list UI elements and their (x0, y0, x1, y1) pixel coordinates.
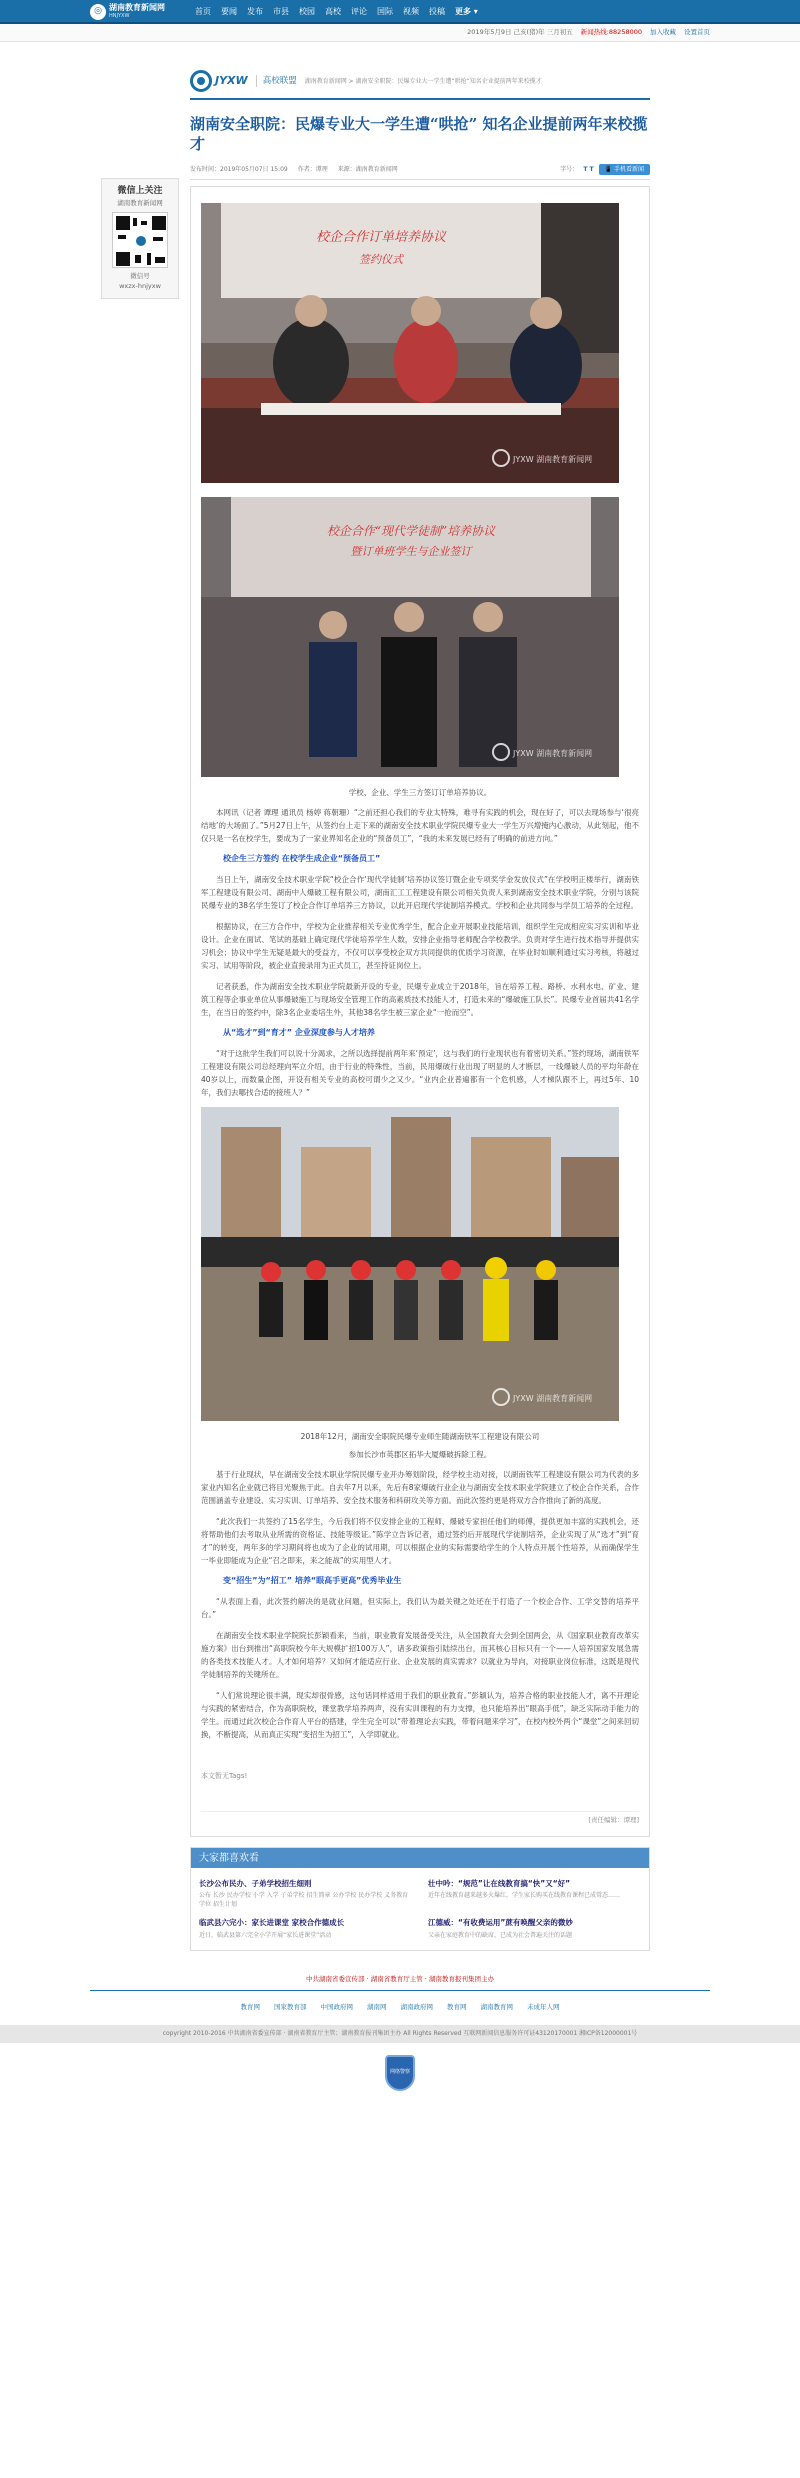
svg-text:JYXW 湖南教育新闻网: JYXW 湖南教育新闻网 (513, 455, 593, 464)
photo-caption-2: 2018年12月，湖南安全职院民爆专业师生随湖南铁军工程建设有限公司 (300, 1432, 540, 1442)
nav-item-comment[interactable]: 评论 (351, 7, 367, 16)
footer-copyright: copyright 2010-2016 中共湖南省委宣传部 · 湖南省教育厅主管；湖南教育报刊集团主办 All Rights Reserved 互联网新闻信息服务许可证43120170001 湘ICP备12000001号 (0, 2025, 800, 2043)
tags-note: 本文暂无Tags! (201, 1771, 248, 1780)
photo-signing-ceremony (201, 203, 619, 483)
add-favorite-link[interactable]: 加入收藏 (650, 28, 676, 37)
popular-item-desc: 公布 长沙 民办学校 小学 入学 子弟学校 招生简章 公办学校 民办学校 义务教育 学位 招生计划 (199, 1892, 409, 1909)
paragraph: “人们常说理论很丰满，现实却很骨感，这句话同样适用于我们的职业教育。”彭颖认为，培养合格的职业技能人才，离不开理论与实践的紧密结合，作为高职院校，课堂教学培养两声，没有实训课程的有力支撑，也只能培养出“眼高手低”，缺乏实际动手能力的学生。而通过此次校企合作育人平台的搭建，学生完全可以“带着理论去实践，带着问题来学习”，在校内校外两个“课堂”之间来回切换，不断提高，从而真正实现“变招生为招工”，入学即就业。 (201, 1690, 639, 1739)
footer-link[interactable]: 湖南教育网 (480, 2003, 513, 2012)
svg-text:JYXW 湖南教育新闻网: JYXW 湖南教育新闻网 (513, 1394, 593, 1404)
wechat-follow-box (101, 178, 179, 299)
breadcrumb (190, 64, 650, 100)
article-body (190, 186, 650, 1837)
nav-item-home[interactable]: 首页 (195, 7, 211, 16)
police-badge-icon[interactable]: 网络警察 (385, 2055, 415, 2091)
popular-item-title[interactable]: 长沙公布民办、子弟学校招生细则 (199, 1879, 312, 1888)
popular-item[interactable] (428, 1878, 641, 1909)
sub-bar (0, 24, 800, 42)
popular-item[interactable] (199, 1917, 412, 1939)
article-meta (190, 164, 650, 180)
logo-title: 湖南教育新闻网 (109, 2, 165, 12)
breadcrumb-path[interactable]: 湖南教育新闻网 > 湖南安全职院：民爆专业大一学生遭“哄抢”知名企业提前两年来校揽才 (304, 77, 542, 85)
nav-item-intl[interactable]: 国际 (377, 7, 393, 16)
wechat-id-label: 微信号 (130, 272, 150, 281)
banner2-line2: 暨订单班学生与企业签订 (350, 545, 472, 558)
popular-item-desc: 近日，临武县第六完全小学开展“家长进课堂”活动 (199, 1931, 332, 1939)
popular-section (190, 1847, 650, 1951)
logo-mark-icon: ◎ (90, 4, 106, 20)
section-heading: 校企生三方签约 在校学生成企业“预备员工” (223, 854, 381, 864)
site-logo[interactable] (90, 0, 190, 24)
popular-heading: 大家都喜欢看 (191, 1848, 649, 1868)
popular-item-title[interactable]: 壮中吟：“规范”让在线教育搞“快”又“好” (428, 1879, 571, 1888)
photo-caption-1: 学校、企业、学生三方签订订单培养协议。 (348, 788, 492, 797)
wechat-follow-subtitle: 湖南教育新闻网 (117, 198, 163, 207)
paragraph: 本网讯（记者 谭理 通讯员 杨婷 蒋朝珊）“之前还担心我们的专业太特殊，难寻有实践的机会，现在好了，可以去现场参与‘很亮结地’的大场面了。”5月27日上午，从签约台上走下来的湖南安全技术职业学院民爆专业大一学生万兴增掩内心激动，从此刻起，他不仅只是一名在校学生，要成为了一家业界知名企业的“预备员工”，“我的未来发展已经有了明确的前进方向。” (201, 808, 639, 844)
paragraph: 当日上午，湖南安全技术职业学院“校企合作‘现代学徒制’培养协议签订暨企业专项奖学金发放仪式”在学校明正楼举行，湖南铁军工程建设有限公司、湖南中人爆破工程有限公司，湖南汇工工程建设有限公司相关负责人来到湖南安全技术职业学院，分别与该院民爆专业的38名学生签订了校企合作订单培养三方协议，以此开启现代学徒制培养模式。学校和企业共同参与学员工培养的全过程。 (201, 875, 639, 911)
popular-item-title[interactable]: 江德威：“有收费运用”蔗有唤醒父亲的微妙 (428, 1918, 573, 1928)
paragraph: 基于行业现状，早在湖南安全技术职业学院民爆专业开办筹划阶段，经学校主动对接，以湖南铁军工程建设有限公司为代表的多家业内知名企业就已将目光聚焦于此。自去年7月以来，先后有8家爆破行业企业与湖南安全技术职业学院建立了校企合作关系，合作范围涵盖专业建设、实习实训、订单培养、安全技术服务和科研攻关等方面。而此次签约更是将双方合作推向了新的高度。 (201, 1469, 639, 1505)
footer-sponsor: 中共湖南省委宣传部 · 湖南省教育厅主管 · 湖南教育报刊集团主办 (306, 1974, 494, 1983)
popular-item-desc: 父亲在家庭教育中的缺席，已成为社会普遍关注的话题 (428, 1931, 573, 1939)
photo-three-party-agreement (201, 497, 619, 777)
nav-item-college[interactable]: 高校 (325, 7, 341, 16)
footer-link[interactable]: 教育网 (240, 2003, 260, 2012)
paragraph: 根据协议，在三方合作中，学校为企业推荐相关专业优秀学生，配合企业开展职业技能培训，组织学生完成相应实习实训和毕业设计。企业在面试、笔试的基础上确定现代学徒培养学生人数，安排企业指导老师配合学校教学。负责对学生进行技术指导并提供实习机会；协议中学生无疑是最大的受益方，不仅可以享受校企双方共同提供的优质学习资源，在毕业时如顺利通过实习考核，将越过实习、试用等阶段，被企业直接录用为正式员工，甚至持证岗位上。 (201, 922, 639, 971)
footer-link[interactable]: 中国政府网 (320, 2003, 353, 2012)
wechat-id: wxzx-hnjyxw (119, 282, 161, 290)
section-heading: 变“招生”为“招工” 培养“眼高手更高”优秀毕业生 (223, 1575, 402, 1585)
section-heading: 从“选才”到“育才” 企业深度参与人才培养 (223, 1028, 375, 1038)
banner1-line1: 校企合作订单培养协议 (315, 230, 447, 245)
popular-item-title[interactable]: 临武县六完小：家长进课堂 家校合作德成长 (199, 1918, 345, 1928)
mobile-view-button[interactable]: 📱 手机看新闻 (599, 164, 650, 175)
jyxw-logo[interactable]: JYXW (190, 70, 248, 92)
paragraph: “从表面上看，此次签约解决的是就业问题，但实际上，我们认为最关键之处还在于打造了一个校企合作、工学交替的培养平台。” (201, 1596, 639, 1619)
footer-link[interactable]: 湖南网 (367, 2003, 387, 2012)
nav-item-city[interactable]: 市县 (273, 7, 289, 16)
nav-item-news[interactable]: 要闻 (221, 7, 237, 16)
banner2-line1: 校企合作“现代学徒制”培养协议 (326, 524, 496, 538)
paragraph: 在湖南安全技术职业学院院长彭颖看来，当前，职业教育发展备受关注，从全国教育大会到全国两会，从《国家职业教育改革实施方案》出台到推出“高职院校今年大规模扩招100万人”，诸多政策指引陆续出台，而其核心目标只有一个——人培养国家发展急需的各类技术技能人才。人才如何培养？又如何才能适应行业、企业发展的真实需求？以就业为导向，对接职业岗位标准，这既是现代学徒制培养的关键所在。 (201, 1630, 639, 1679)
footer-link[interactable]: 教育网 (447, 2003, 467, 2012)
top-nav-bar (0, 0, 800, 24)
source: 来源：湖南教育新闻网 (337, 166, 398, 173)
article (190, 114, 650, 1837)
nav-more-button[interactable]: 更多 ▾ (455, 7, 478, 16)
jyxw-ring-icon (190, 70, 212, 92)
nav-item-video[interactable]: 视频 (403, 7, 419, 16)
footer-link[interactable]: 湖南政府网 (400, 2003, 433, 2012)
popular-grid (191, 1868, 649, 1950)
publish-time: 发布时间：2019年05月07日 15:09 (190, 166, 288, 173)
responsible-editor: [责任编辑：谭理] (201, 1811, 639, 1826)
nav-item-submit[interactable]: 投稿 (429, 7, 445, 16)
popular-item[interactable] (428, 1917, 641, 1939)
paragraph: 记者获悉，作为湖南安全技术职业学院最新开设的专业，民爆专业成立于2018年，旨在培养工程、路桥、水利水电、矿业、建筑工程等企事业单位从事爆破施工与现场安全管理工作的高素质技术技能人才，打造未来的“爆破施工队长”。民爆专业首届共41名学生，在当日的签约中，除3名企业委培生外，其他38名学生被三家企业“一抢而空”。 (201, 982, 639, 1018)
author: 作者：谭理 (297, 166, 328, 173)
breadcrumb-section[interactable]: 高校联盟 (256, 75, 297, 88)
font-size-label: 字号： (560, 166, 579, 173)
paragraph: “此次我们一共签约了15名学生，今后我们将不仅安排企业的工程师、爆破专家担任他们的师傅，提供更加丰富的实践机会，还将帮助他们去考取从业所需的资格证、技能等级证。”陈学立告诉记者，通过签约后开展现代学徒制培养，企业实现了从“选才”到“育才”的转变，两年多的学习期间将也成为了企业的试用期，可以根据企业的实际需要给学生的个人特点开展个性培养，从而确保学生一毕业即能成为企业“召之即来，来之能战”的实用型人才。 (201, 1516, 639, 1565)
qr-code-icon (112, 212, 168, 268)
logo-subtitle: HNJYXW (109, 12, 130, 19)
nav-item-campus[interactable]: 校园 (299, 7, 315, 16)
popular-item[interactable] (199, 1878, 412, 1909)
footer-links (90, 1990, 710, 2025)
hotline: 新闻热线:88258000 (580, 28, 642, 37)
font-size-toggle[interactable]: T T (583, 166, 594, 173)
wechat-follow-title: 微信上关注 (117, 186, 163, 196)
paragraph: “对于这批学生我们可以说十分渴求，之所以选择提前两年来‘预定’，这与我们的行业现状也有着密切关系。”签约现场，湖南铁军工程建设有限公司总经理向军立介绍，由于行业的特殊性，当前，民用爆破行业出现了明显的人才断层，一线爆破人员的平均年龄在40岁以上，而数量企图，开设有相关专业的高校可谓少之又少。“业内企业普遍都有一个危机感，人才梯队跟不上，再过5年、10年，我们去哪找合适的接班人？” (201, 1049, 639, 1098)
photo-demolition-site-team (201, 1107, 619, 1421)
set-homepage-link[interactable]: 设置首页 (684, 28, 710, 37)
article-title: 湖南安全职院：民爆专业大一学生遭“哄抢” 知名企业提前两年来校揽才 (190, 115, 648, 153)
photo-caption-3: 参加长沙市英郡区拓华大厦爆破拆除工程。 (348, 1449, 492, 1459)
main-nav (190, 0, 483, 24)
svg-text:JYXW 湖南教育新闻网: JYXW 湖南教育新闻网 (513, 749, 593, 758)
current-date: 2019年5月9日 己亥(猪)年 三月初五 (467, 28, 573, 37)
banner1-line2: 签约仪式 (359, 253, 403, 266)
nav-item-release[interactable]: 发布 (247, 7, 263, 16)
footer-link[interactable]: 国家教育部 (274, 2003, 307, 2012)
popular-item-desc: 近年在线教育越来越多火爆红，学生家长购买在线教育课程已成常态…… (428, 1892, 621, 1900)
footer-link[interactable]: 未成年人网 (527, 2003, 560, 2012)
